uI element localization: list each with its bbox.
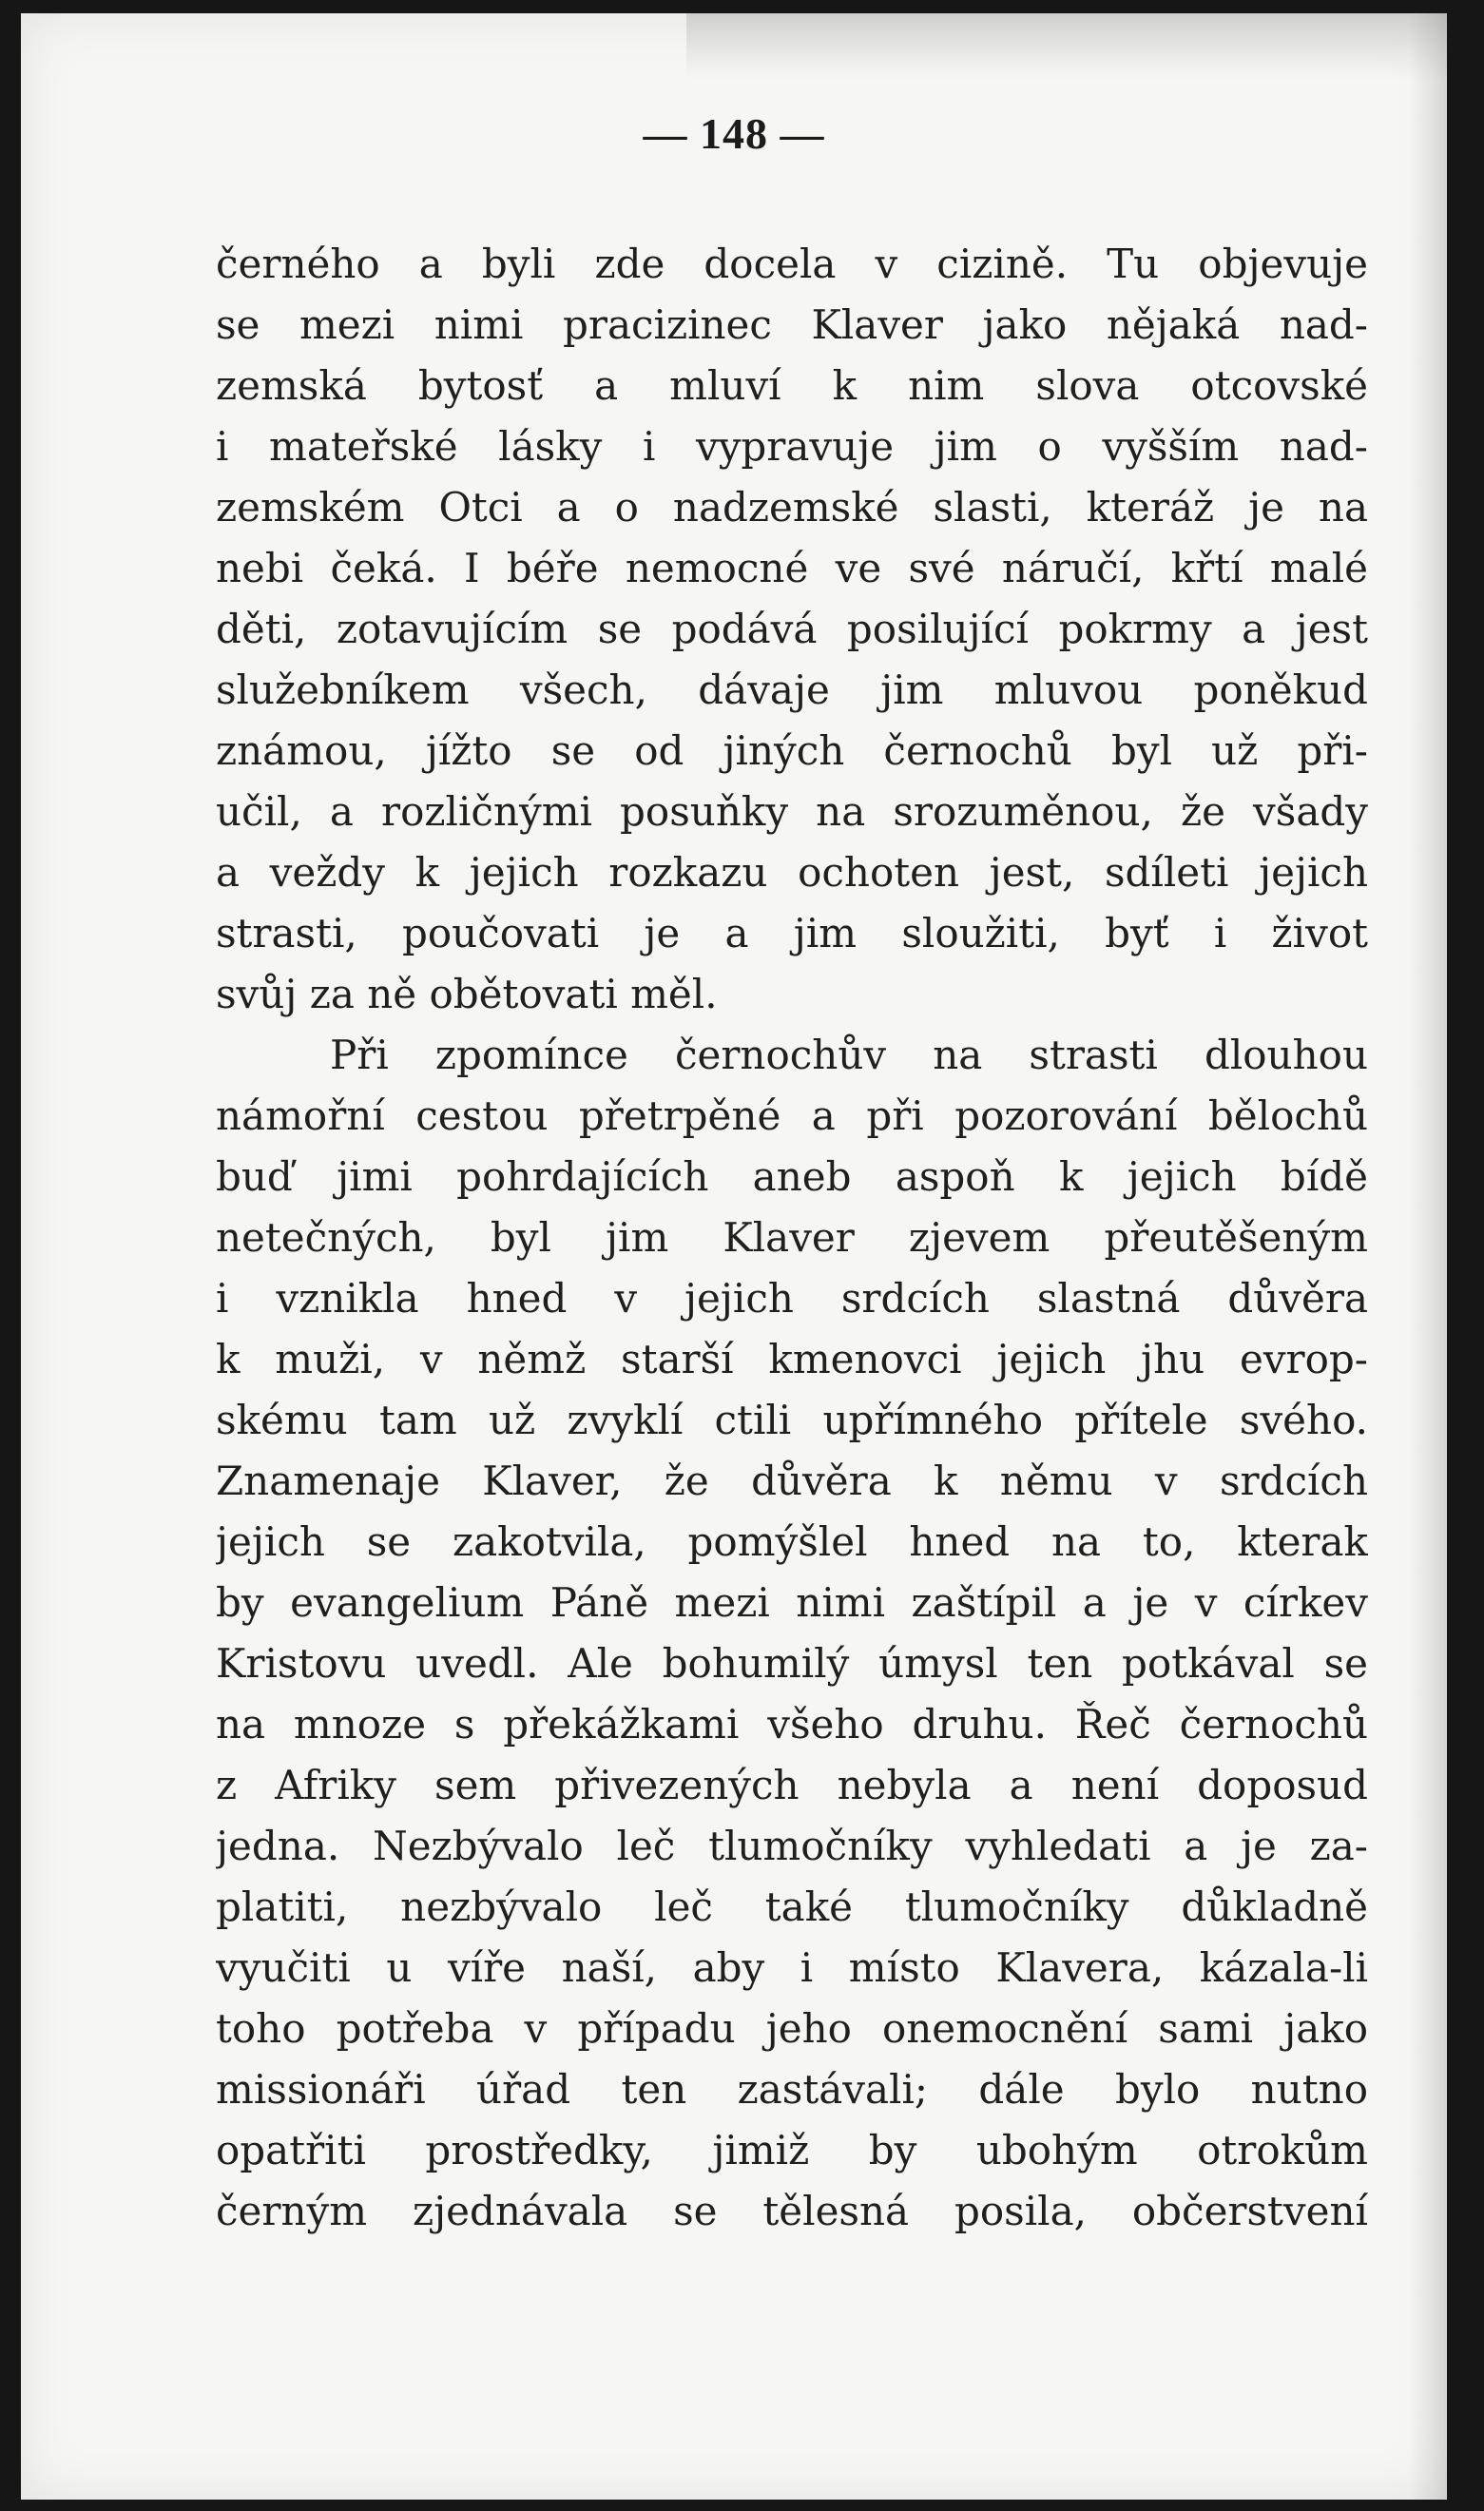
body-text [216, 234, 1368, 2242]
text-line: učil, a rozličnými posuňky na srozuměnou, že všady [216, 788, 1368, 835]
text-line: z Afriky sem přivezených nebyla a není doposud [216, 1762, 1368, 1808]
text-line: námořní cestou přetrpěné a při pozorování bělochů [216, 1092, 1368, 1139]
text-line: vyučiti u víře naší, aby i místo Klavera, kázala-li [216, 1944, 1368, 1991]
text-line: se mezi nimi pracizinec Klaver jako nějaká nad- [216, 301, 1368, 348]
text-line: Kristovu uvedl. Ale bohumilý úmysl ten potkával se [216, 1640, 1368, 1687]
text-line: k muži, v němž starší kmenovci jejich jhu evrop- [216, 1336, 1368, 1382]
text-line: na mnoze s překážkami všeho druhu. Řeč černochů [216, 1701, 1368, 1748]
text-line: Znamenaje Klaver, že důvěra k němu v srdcích [216, 1458, 1368, 1504]
text-line: netečných, byl jim Klaver zjevem přeutěšeným [216, 1214, 1368, 1261]
text-line: služebníkem všech, dávaje jim mluvou poněkud [216, 666, 1368, 713]
text-line: zemská bytosť a mluví k nim slova otcovské [216, 362, 1368, 409]
text-line: buď jimi pohrdajících aneb aspoň k jejich bídě [216, 1153, 1368, 1200]
page-edge-shadow [1409, 13, 1447, 2500]
text-line: strasti, poučovati je a jim sloužiti, byť i život [216, 910, 1368, 956]
text-line: i mateřské lásky i vypravuje jim o vyšším nad- [216, 423, 1368, 470]
text-line: děti, zotavujícím se podává posilující pokrmy a jest [216, 606, 1368, 652]
text-line: jedna. Nezbývalo leč tlumočníky vyhledati a je za- [216, 1823, 1368, 1869]
text-line: missionáři úřad ten zastávali; dále bylo nutno [216, 2066, 1368, 2113]
text-line: toho potřeba v případu jeho onemocnění sami jako [216, 2005, 1368, 2052]
paragraph-start-line: Při zpomínce černochův na strasti dlouhou [330, 1032, 1368, 1078]
text-line: známou, jížto se od jiných černochů byl už při- [216, 727, 1368, 774]
text-line: černého a byli zde docela v cizině. Tu objevuje [216, 241, 1368, 287]
book-page [21, 13, 1447, 2500]
page-number: — 148 — [643, 109, 825, 158]
text-line: a veždy k jejich rozkazu ochoten jest, sdíleti jejich [216, 849, 1368, 896]
text-line: černým zjednávala se tělesná posila, občerstvení [216, 2188, 1368, 2234]
paragraph-end-line: svůj za ně obětovati měl. [216, 971, 718, 1017]
text-line: zemském Otci a o nadzemské slasti, kteráž je na [216, 484, 1368, 531]
text-line: nebi čeká. I béře nemocné ve své náručí, křtí malé [216, 545, 1368, 591]
text-line: by evangelium Páně mezi nimi zaštípil a je v církev [216, 1579, 1368, 1626]
text-line: skému tam už zvyklí ctili upřímného přítele svého. [216, 1397, 1368, 1443]
text-line: i vznikla hned v jejich srdcích slastná důvěra [216, 1275, 1368, 1322]
page-smudge [686, 13, 1447, 80]
text-line: platiti, nezbývalo leč také tlumočníky důkladně [216, 1883, 1368, 1930]
text-line: jejich se zakotvila, pomýšlel hned na to, kterak [216, 1518, 1368, 1565]
text-line: opatřiti prostředky, jimiž by ubohým otrokům [216, 2127, 1368, 2173]
